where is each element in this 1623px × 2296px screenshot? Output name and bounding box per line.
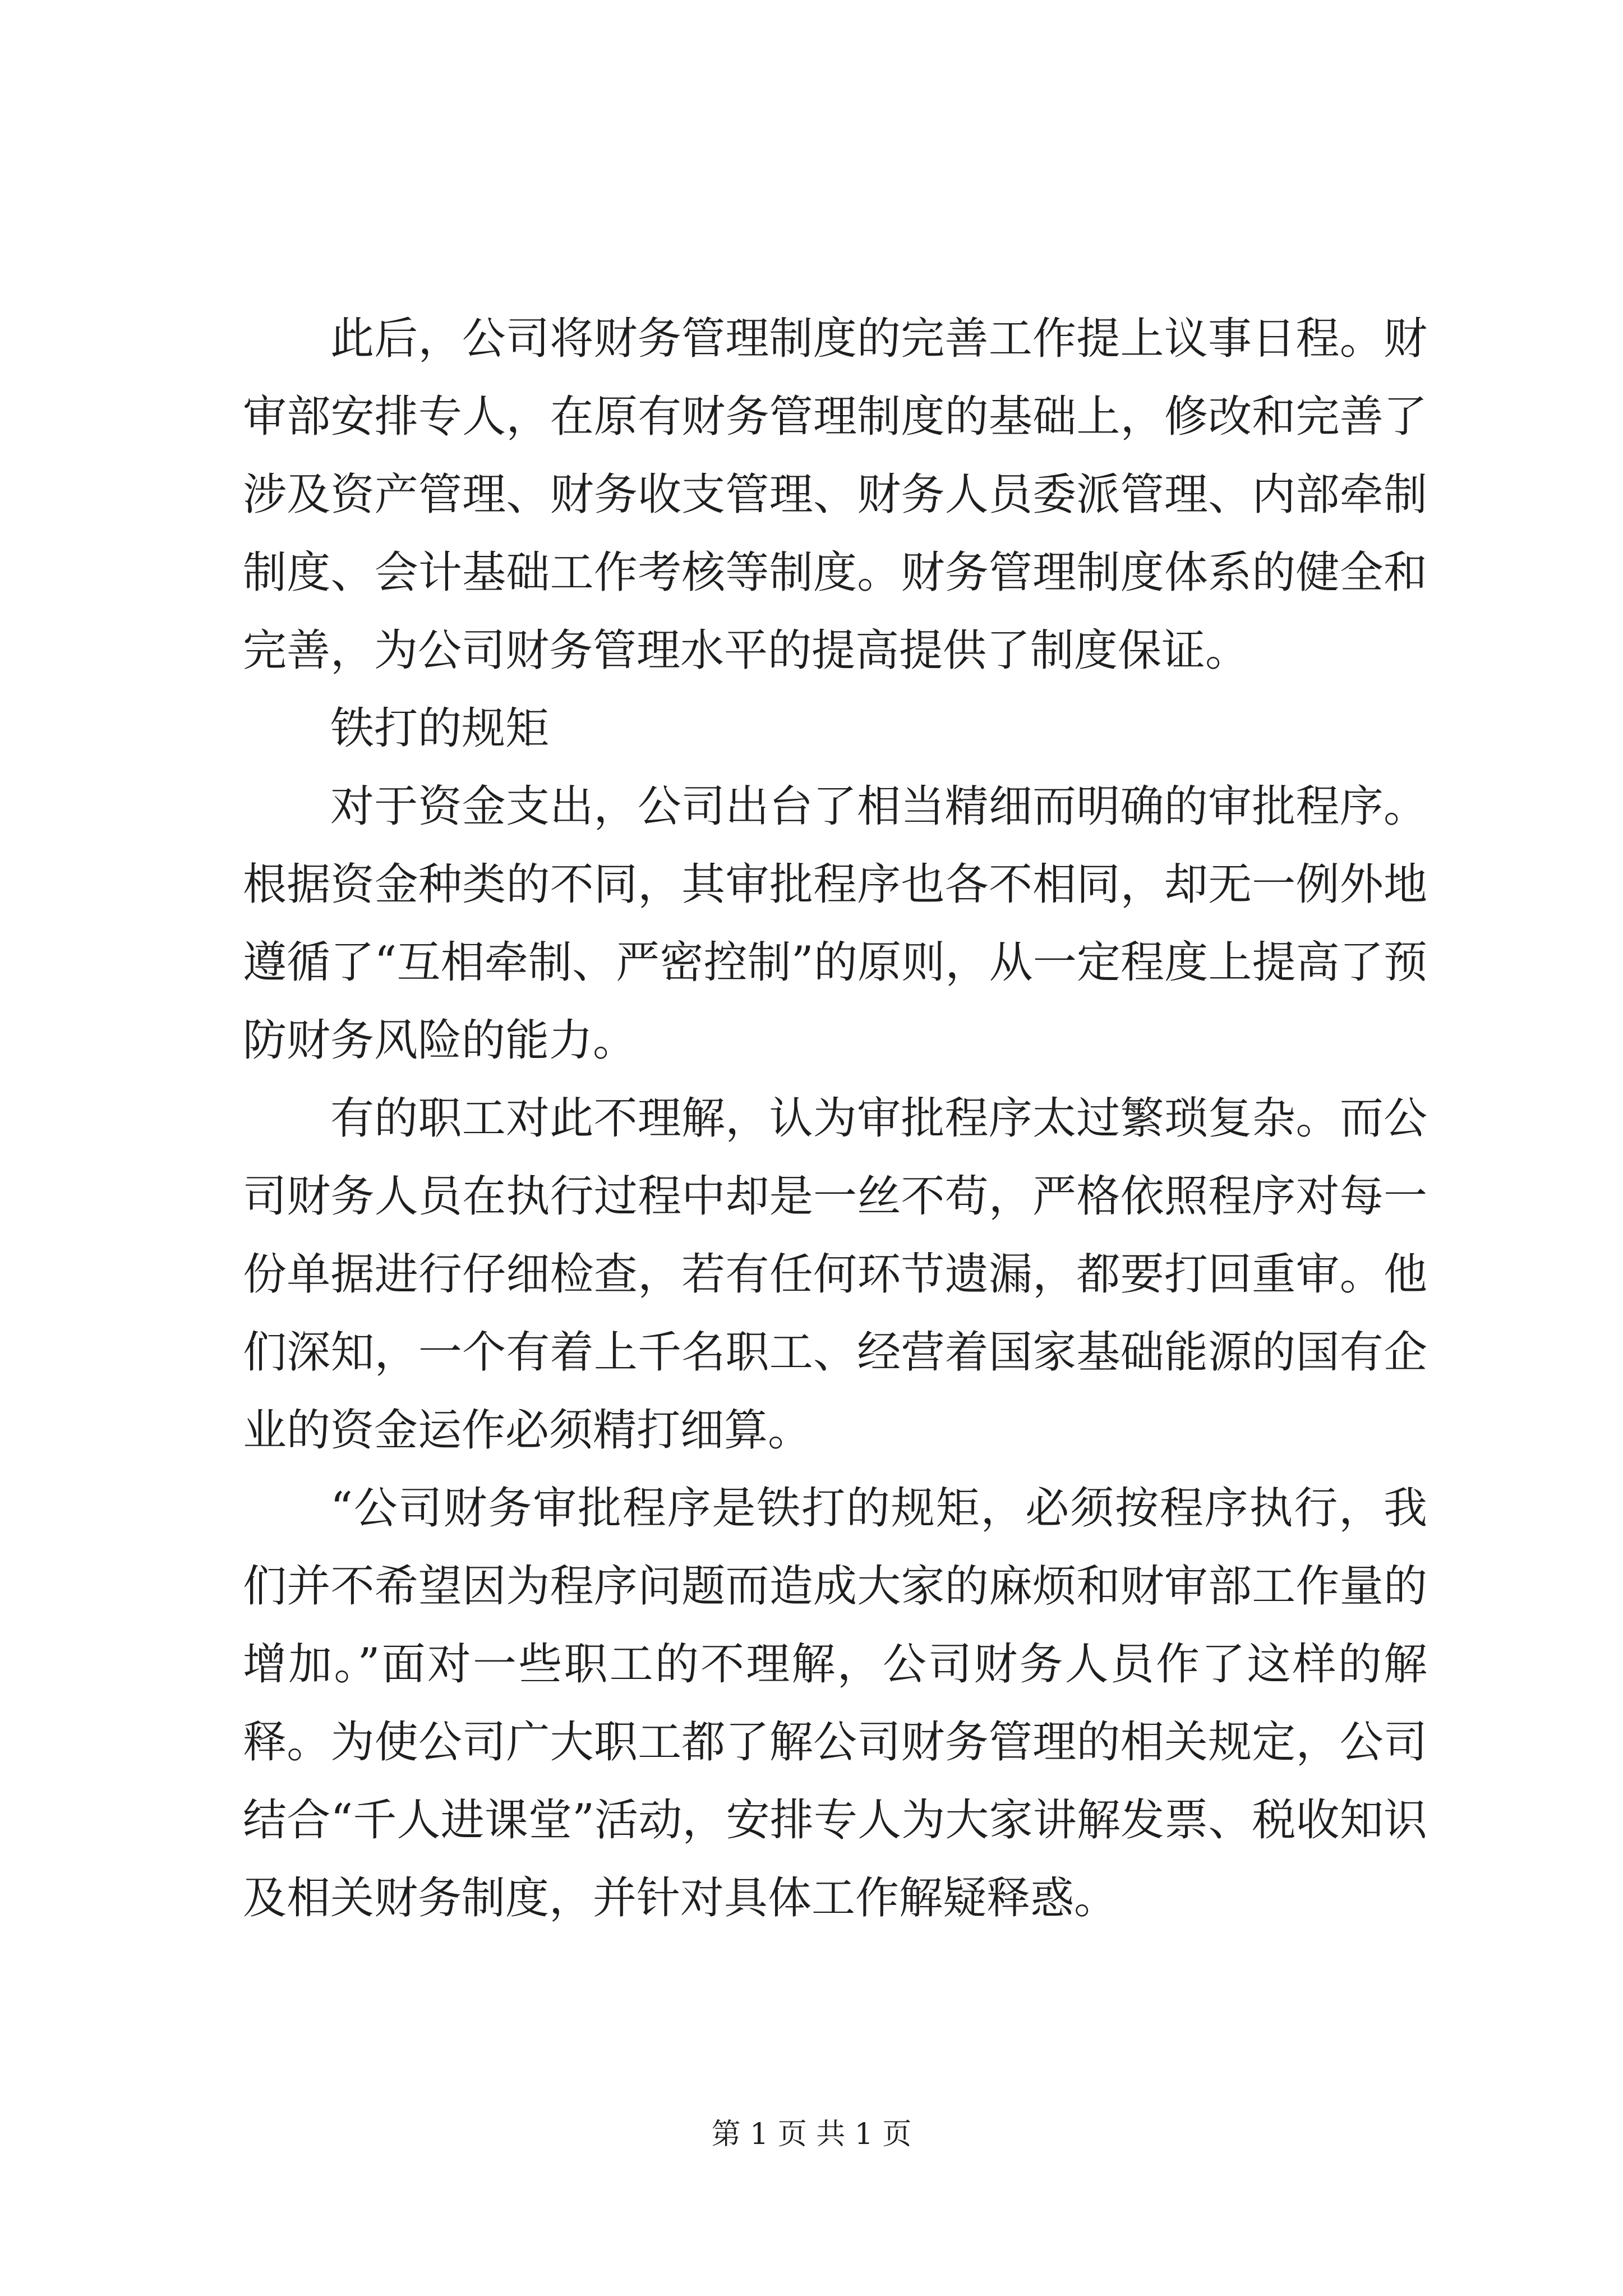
page-number-footer: 第 1 页 共 1 页 — [711, 2118, 912, 2151]
paragraph-4: “公司财务审批程序是铁打的规矩，必须按程序执行，我们并不希望因为程序问题而造成大家的麻烦和财审部工作量的增加。”面对一些职工的不理解，公司财务人员作了这样的解释。为使公司广大职工都了解公司财务管理的相关规定，公司结合“千人进课堂”活动，安排专人为大家讲解发票、税收知识及相关财务制度，并针对具体工作解疑释惑。 — [243, 1483, 1427, 1924]
section-heading: 铁打的规矩 — [330, 703, 550, 754]
paragraph-3: 有的职工对此不理解，认为审批程序太过繁琐复杂。而公司财务人员在执行过程中却是一丝不苟，严格依照程序对每一份单据进行仔细检查，若有任何环节遗漏，都要打回重审。他们深知，一个有着上千名职工、经营着国家基础能源的国有企业的资金运作必须精打细算。 — [243, 1093, 1427, 1456]
document-body — [243, 300, 1427, 1938]
paragraph-2: 对于资金支出，公司出台了相当精细而明确的审批程序。根据资金种类的不同，其审批程序也各不相同，却无一例外地遵循了“互相牵制、严密控制”的原则，从一定程度上提高了预防财务风险的能力。 — [243, 781, 1427, 1066]
paragraph-1: 此后，公司将财务管理制度的完善工作提上议事日程。财审部安排专人，在原有财务管理制度的基础上，修改和完善了涉及资产管理、财务收支管理、财务人员委派管理、内部牵制制度、会计基础工作考核等制度。财务管理制度体系的健全和完善，为公司财务管理水平的提高提供了制度保证。 — [243, 314, 1427, 676]
